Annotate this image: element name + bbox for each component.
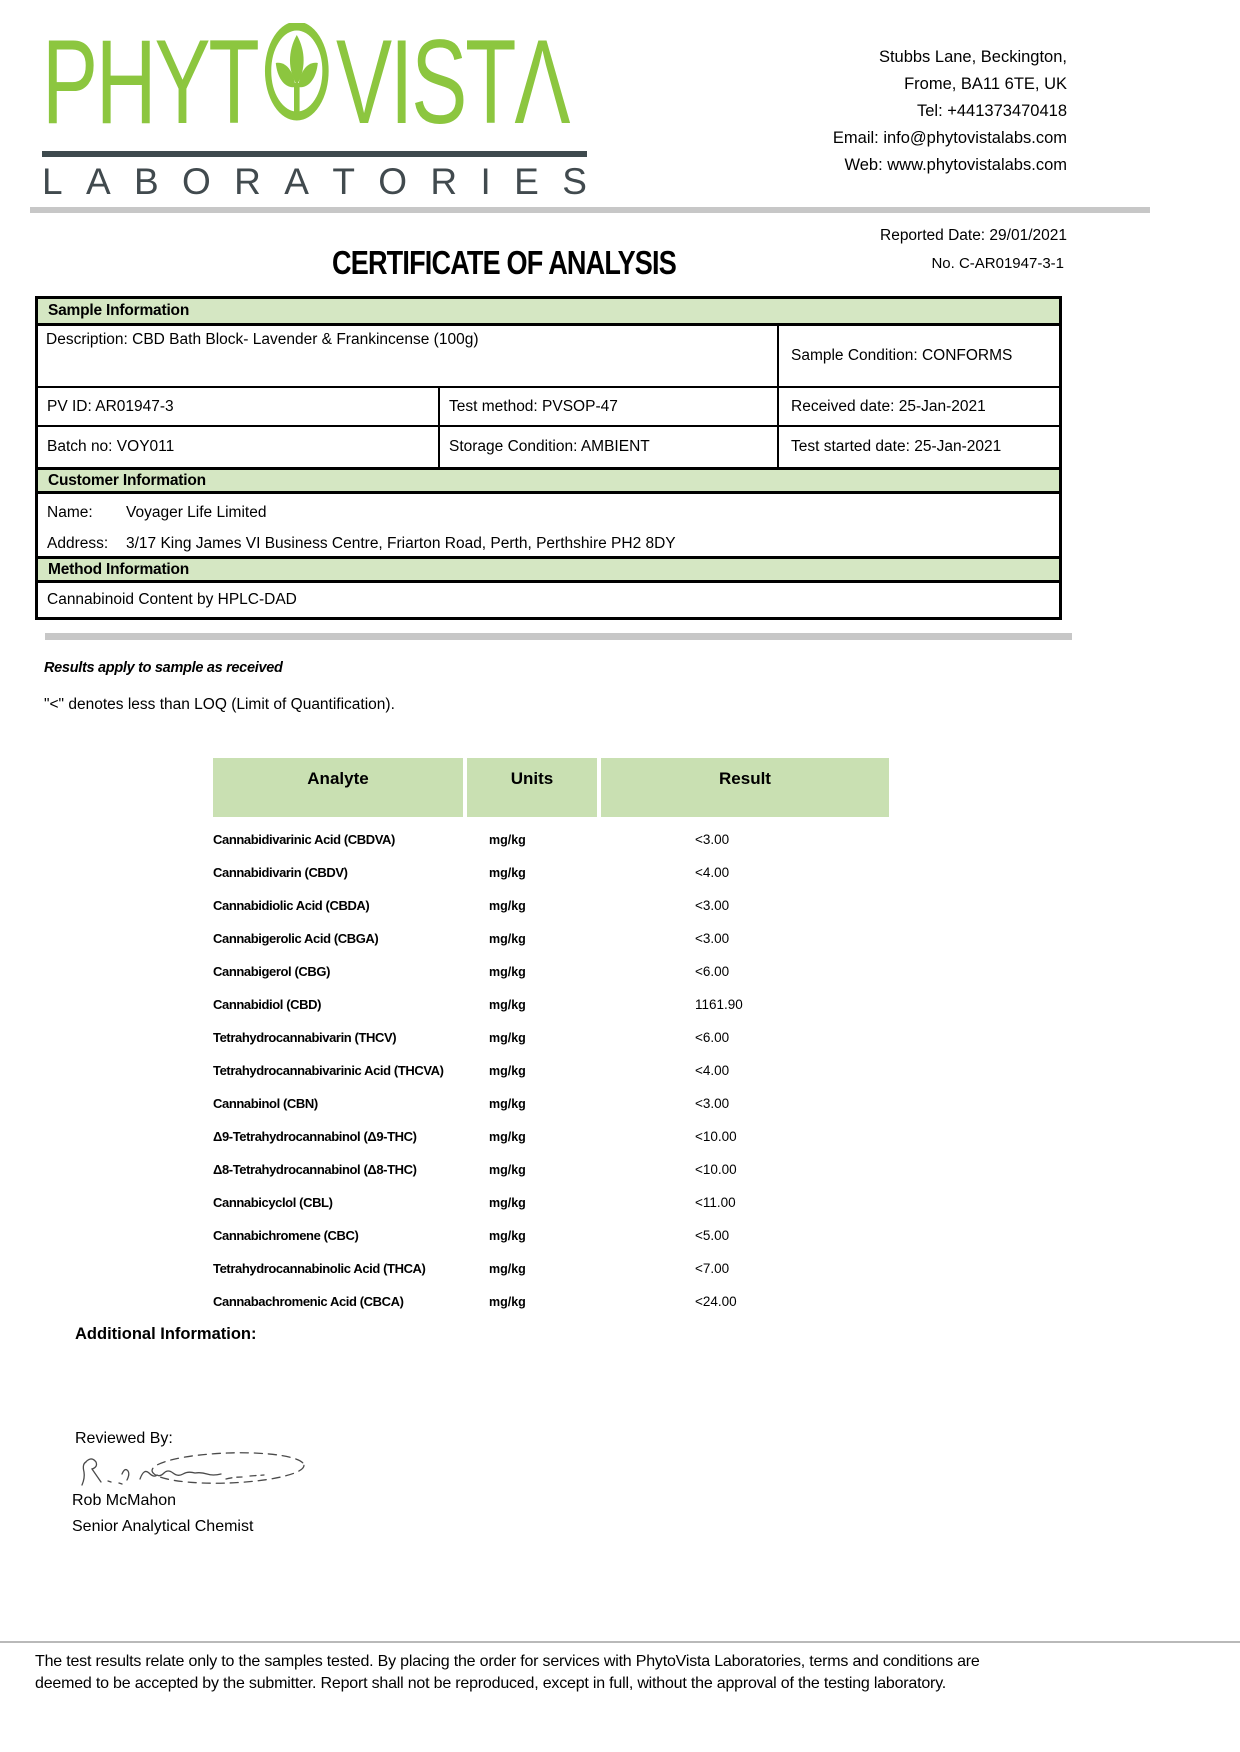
result-cell: <4.00 (695, 865, 730, 880)
analyte-cell: Cannabidiolic Acid (CBDA) (213, 898, 370, 913)
test-started-date-cell: Test started date: 25-Jan-2021 (791, 438, 1002, 455)
contact-block (833, 44, 1067, 179)
sample-condition-cell: Sample Condition: CONFORMS (791, 347, 1013, 364)
section-header-customer-information: Customer Information (38, 467, 1059, 494)
table-row (213, 955, 889, 988)
reviewed-by-label: Reviewed By: (75, 1430, 173, 1447)
method-cell: Cannabinoid Content by HPLC-DAD (47, 591, 297, 608)
subtitle-letter: A (284, 161, 309, 202)
table-row (213, 1153, 889, 1186)
results-table (213, 758, 889, 1318)
logo-text-part3: Λ (514, 15, 569, 149)
subtitle-letter: R (234, 161, 261, 202)
result-cell: <3.00 (695, 931, 730, 946)
customer-address-line (47, 535, 1059, 553)
table-row (213, 1252, 889, 1285)
analyte-cell: Cannabinol (CBN) (213, 1096, 318, 1111)
pv-id-cell: PV ID: AR01947-3 (38, 388, 440, 425)
analyte-cell: Cannabigerolic Acid (CBGA) (213, 931, 379, 946)
header-divider-bar (30, 207, 1150, 213)
logo-text-part1: PHYT (42, 15, 258, 149)
result-cell: <6.00 (695, 964, 730, 979)
table-row (213, 1120, 889, 1153)
subtitle-letter: O (182, 161, 211, 202)
column-header-units: Units (467, 758, 597, 817)
units-cell: mg/kg (489, 1096, 526, 1111)
units-cell: mg/kg (489, 1162, 526, 1177)
analyte-cell: Cannabidivarinic Acid (CBDVA) (213, 832, 395, 847)
table-row (213, 889, 889, 922)
logo-subtitle (42, 163, 587, 200)
result-cell: <7.00 (695, 1261, 730, 1276)
customer-address-label: Address: (47, 535, 109, 552)
analyte-cell: Cannabigerol (CBG) (213, 964, 331, 979)
column-header-analyte: Analyte (213, 758, 463, 817)
units-cell: mg/kg (489, 1228, 526, 1243)
results-rows (213, 823, 889, 1318)
table-row (213, 1219, 889, 1252)
infobox-shadow-bar (45, 633, 1072, 640)
section-header-sample-information: Sample Information (38, 299, 1059, 326)
units-cell: mg/kg (489, 1030, 526, 1045)
customer-address-value: 3/17 King James VI Business Centre, Friarton Road, Perth, Perthshire PH2 8DY (126, 535, 676, 552)
subtitle-letter: A (85, 161, 111, 202)
units-cell: mg/kg (489, 832, 526, 847)
analyte-cell: Δ8-Tetrahydrocannabinol (Δ8-THC) (213, 1162, 417, 1177)
customer-cell (38, 494, 1059, 556)
table-row (213, 988, 889, 1021)
info-table (35, 296, 1062, 620)
analyte-cell: Tetrahydrocannabinolic Acid (THCA) (213, 1261, 426, 1276)
result-cell: <10.00 (695, 1162, 737, 1177)
analyte-cell: Cannabicyclol (CBL) (213, 1195, 333, 1210)
table-row (213, 1021, 889, 1054)
result-cell: <4.00 (695, 1063, 730, 1078)
report-number: No. C-AR01947-3-1 (931, 255, 1064, 272)
units-cell: mg/kg (489, 1129, 526, 1144)
additional-information-label: Additional Information: (75, 1325, 257, 1343)
units-cell: mg/kg (489, 997, 526, 1012)
units-cell: mg/kg (489, 1294, 526, 1309)
result-cell: <3.00 (695, 898, 730, 913)
analyte-cell: Cannabichromene (CBC) (213, 1228, 359, 1243)
result-cell: <10.00 (695, 1129, 737, 1144)
batch-no-cell: Batch no: VOY011 (38, 427, 440, 467)
units-cell: mg/kg (489, 898, 526, 913)
subtitle-letter: S (562, 161, 587, 202)
table-row (213, 1054, 889, 1087)
results-note: Results apply to sample as received (44, 660, 283, 676)
loq-note: "<" denotes less than LOQ (Limit of Quantification). (44, 696, 395, 713)
contact-line: Frome, BA11 6TE, UK (904, 75, 1067, 93)
units-cell: mg/kg (489, 865, 526, 880)
footer-line-2: deemed to be accepted by the submitter. Report shall not be reproduced, except in full, without the approval of the testing laboratory. (35, 1675, 947, 1692)
analyte-cell: Tetrahydrocannabivarinic Acid (THCVA) (213, 1063, 444, 1078)
footer-divider (0, 1641, 1240, 1643)
reported-date: Reported Date: 29/01/2021 (880, 227, 1067, 244)
section-header-method-information: Method Information (38, 556, 1059, 583)
logo-divider (42, 151, 587, 157)
table-row (213, 1087, 889, 1120)
table-row (213, 1285, 889, 1318)
analyte-cell: Δ9-Tetrahydrocannabinol (Δ9-THC) (213, 1129, 417, 1144)
units-cell: mg/kg (489, 964, 526, 979)
analyte-cell: Tetrahydrocannabivarin (THCV) (213, 1030, 397, 1045)
analyte-cell: Cannabachromenic Acid (CBCA) (213, 1294, 404, 1309)
sample-description-cell: Description: CBD Bath Block- Lavender & Frankincense (100g) (38, 326, 779, 386)
units-cell: mg/kg (489, 1195, 526, 1210)
subtitle-letter: R (430, 161, 458, 202)
footer-disclaimer (35, 1651, 1215, 1695)
column-header-result: Result (601, 758, 889, 817)
subtitle-letter: E (514, 161, 539, 202)
contact-line: Email: info@phytovistalabs.com (832, 129, 1067, 147)
units-cell: mg/kg (489, 1261, 526, 1276)
analyte-cell: Cannabidiol (CBD) (213, 997, 322, 1012)
analyte-cell: Cannabidivarin (CBDV) (213, 865, 348, 880)
table-row (38, 425, 1059, 467)
subtitle-letter: I (480, 161, 491, 202)
table-row (38, 326, 1059, 386)
contact-line: Stubbs Lane, Beckington, (878, 48, 1067, 66)
logo-text-part2: VIST (336, 15, 515, 149)
result-cell: <3.00 (695, 1096, 730, 1111)
result-cell: <3.00 (695, 832, 730, 847)
storage-condition-cell: Storage Condition: AMBIENT (440, 427, 779, 467)
test-method-cell: Test method: PVSOP-47 (440, 388, 779, 425)
reviewer-name: Rob McMahon (72, 1492, 177, 1509)
page-title: CERTIFICATE OF ANALYSIS (332, 244, 676, 281)
contact-line: Web: www.phytovistalabs.com (844, 156, 1067, 174)
footer-line-1: The test results relate only to the samples tested. By placing the order for services with PhytoVista Laboratories, terms and conditions are (35, 1653, 980, 1670)
result-cell: <5.00 (695, 1228, 730, 1243)
received-date-cell: Received date: 25-Jan-2021 (791, 397, 986, 415)
units-cell: mg/kg (489, 1063, 526, 1078)
result-cell: <24.00 (695, 1294, 737, 1309)
result-cell: <6.00 (695, 1030, 730, 1045)
customer-name-label: Name: (47, 504, 93, 521)
table-row (213, 922, 889, 955)
subtitle-letter: O (378, 161, 408, 202)
units-cell: mg/kg (489, 931, 526, 946)
results-table-header (213, 758, 889, 817)
logo (42, 15, 569, 149)
customer-name-value: Voyager Life Limited (126, 504, 267, 521)
leaf-icon (260, 22, 333, 142)
contact-line: Tel: +441373470418 (916, 102, 1067, 120)
result-cell: 1161.90 (695, 997, 743, 1012)
table-row (213, 823, 889, 856)
result-cell: <11.00 (695, 1195, 736, 1210)
subtitle-letter: B (133, 161, 159, 202)
subtitle-letter: T (332, 161, 355, 202)
customer-name-line (47, 504, 1059, 522)
table-row (38, 386, 1059, 425)
table-row (213, 856, 889, 889)
reviewer-title: Senior Analytical Chemist (72, 1518, 254, 1535)
subtitle-letter: L (42, 161, 63, 202)
table-row (213, 1186, 889, 1219)
